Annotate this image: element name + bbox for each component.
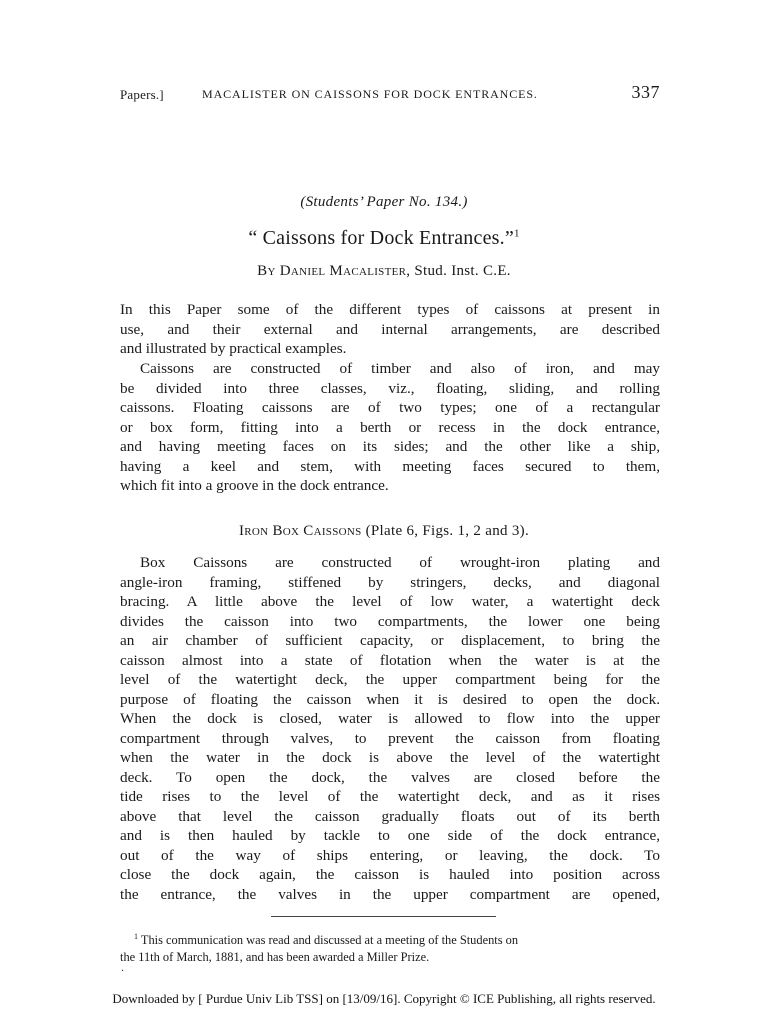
text-line: which fit into a groove in the dock entrance.: [120, 477, 389, 494]
text-line: tide rises to the level of the watertight deck, and as it rises: [120, 788, 660, 805]
text-line: compartment through valves, to prevent the caisson from floating: [120, 729, 660, 747]
section-heading-plate-ref: (Plate 6, Figs. 1, 2 and 3).: [361, 523, 529, 539]
text-line: when the water in the dock is above the level of the watertight: [120, 749, 660, 766]
text-line: In this Paper some of the different types of caissons at present in: [120, 301, 660, 318]
text-line: and is then hauled by tackle to one side of the dock entrance,: [120, 827, 660, 844]
running-head: [120, 84, 660, 106]
text-line: the entrance, the valves in the upper compartment are opened,: [120, 885, 660, 903]
download-notice: Downloaded by [ Purdue Univ Lib TSS] on [13/09/16]. Copyright © ICE Publishing, all rights reserved.: [112, 991, 656, 1006]
footnote-line: [120, 928, 660, 949]
footnote-text: This communication was read and discussed at a meeting of the Students on: [140, 933, 519, 948]
title-footnote-ref: 1: [513, 227, 520, 240]
text-line: Caissons are constructed of timber and also of iron, and may: [140, 360, 660, 377]
footnote-marker: 1: [134, 932, 138, 941]
text-line: use, and their external and internal arrangements, are described: [120, 320, 660, 338]
text-line: Box Caissons are constructed of wrought-iron plating and: [140, 554, 660, 571]
text-line: purpose of floating the caisson when it is desired to open the dock.: [120, 690, 660, 708]
footnote-line: the 11th of March, 1881, and has been awarded a Miller Prize.: [120, 950, 430, 965]
running-head-section: Papers.]: [120, 87, 164, 102]
box-caissons-paragraph: [120, 553, 660, 904]
text-line: having a keel and stem, with meeting faces secured to them,: [120, 457, 660, 475]
intro-paragraph: [120, 300, 660, 359]
text-line: out of the way of ships entering, or leaving, the dock. To: [120, 846, 660, 864]
author-affiliation: , Stud. Inst. C.E.: [406, 263, 511, 279]
text-line: bracing. A little above the level of low water, a watertight deck: [120, 593, 660, 610]
text-line: close the dock again, the caisson is hauled into position across: [120, 866, 660, 883]
section-heading-title: Iron Box Caissons: [238, 523, 362, 539]
running-head-title: MACALISTER ON CAISSONS FOR DOCK ENTRANCES.: [202, 87, 538, 101]
text-line: caissons. Floating caissons are of two types; one of a rectangular: [120, 399, 660, 416]
paper-title: [0, 227, 768, 250]
byline-prefix: By: [257, 263, 276, 279]
classification-paragraph: [120, 359, 660, 496]
text-line: and illustrated by practical examples.: [120, 340, 347, 357]
text-line: divides the caisson into two compartments, the lower one being: [120, 612, 660, 630]
text-line: When the dock is closed, water is allowed to flow into the upper: [120, 710, 660, 727]
text-line: caisson almost into a state of flotation when the water is at the: [120, 651, 660, 669]
text-line: above that level the caisson gradually floats out of its berth: [120, 807, 660, 825]
text-line: be divided into three classes, viz., floating, sliding, and rolling: [120, 379, 660, 397]
stray-mark: ·: [121, 966, 125, 977]
page-number: 337: [631, 82, 660, 102]
section-heading: [0, 523, 768, 540]
text-line: or box form, fitting into a berth or recess in the dock entrance,: [120, 418, 660, 436]
text-line: and having meeting faces on its sides; and the other like a ship,: [120, 438, 660, 455]
footnote: [120, 928, 660, 966]
text-line: level of the watertight deck, the upper compartment being for the: [120, 671, 660, 688]
paper-title-text: “ Caissons for Dock Entrances.”: [248, 227, 514, 249]
text-line: angle-iron framing, stiffened by stringers, decks, and diagonal: [120, 573, 660, 591]
footnote-divider: [271, 916, 496, 917]
author-byline: [0, 263, 768, 280]
author-name: Daniel Macalister: [279, 263, 407, 279]
paper-series-label: (Students’ Paper No. 134.): [300, 194, 468, 210]
text-line: an air chamber of sufficient capacity, or displacement, to bring the: [120, 632, 660, 649]
text-line: deck. To open the dock, the valves are closed before the: [120, 768, 660, 786]
